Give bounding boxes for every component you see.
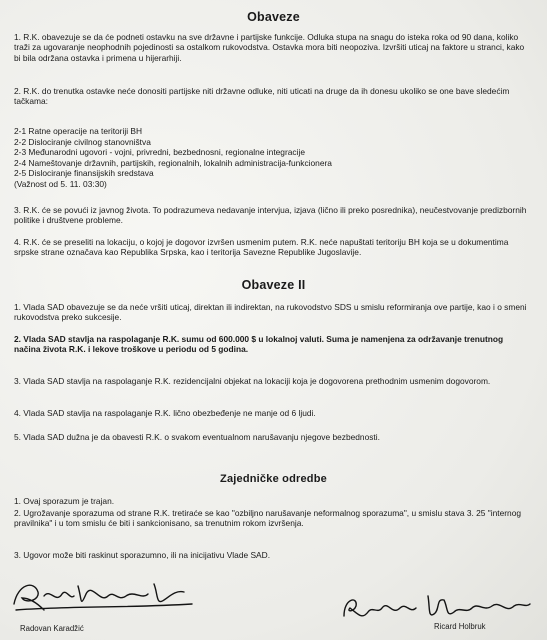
list-item: 2-5 Dislociranje finansijskih sredstava xyxy=(14,168,154,179)
list-item: 2-1 Ratne operacije na teritoriji BH xyxy=(14,126,143,136)
odredbe-paragraph-2: 2. Ugrožavanje sporazuma od strane R.K. tretiraće se kao "ozbiljno narušavanje neformalnog sporazuma", u smislu stava 3. 25 "internog pravilnika" i u tom smislu će biti i sankcionisano, sa trenutnim rokom izvršenja. xyxy=(14,508,522,529)
obaveze-paragraph-1: 1. R.K. obavezuje se da će podneti ostavku na sve državne i partijske funkcije. Odluka stupa na snagu do isteka roka od 90 dana, koliko traži za ugovaranje neophodnih pojedinosti sa ostalkom rukovodstva. Ostavka mora biti neopoziva. Izvršiti uticaj na faktore u stranci, kako bi bila održana ostavka i primena u hijerarhiji. xyxy=(14,32,525,63)
section-title-obaveze-ii: Obaveze II xyxy=(241,278,306,292)
list-item: 2-3 Međunarodni ugovori - vojni, privredni, bezbednosni, regionalne integracije xyxy=(14,147,305,158)
obaveze-ii-paragraph-2: 2. Vlada SAD stavlja na raspolaganje R.K. sumu od 600.000 $ u lokalnoj valuti. Suma je namenjena za održavanje trenutnog načina života R.K. i lekove troškove u periodu od 5 godina. xyxy=(14,334,504,355)
signature-left-mark xyxy=(8,574,198,618)
odredbe-paragraph-1: 1. Ovaj sporazum je trajan. xyxy=(14,496,115,506)
obaveze-ii-paragraph-1: 1. Vlada SAD obavezuje se da neće vršiti uticaj, direktan ili indirektan, na rukovodstvo SDS u smislu reformiranja ove partije, kao i o smeni rukovodstva preko sukcesije. xyxy=(14,302,527,323)
obaveze-paragraph-3: 3. R.K. će se povući iz javnog života. To podrazumeva nedavanje intervjua, izjava (lično ili preko posrednika), neučestvovanje predizbornih politike i društvene probleme. xyxy=(14,205,527,226)
list-item: 2-4 Nameštovanje državnih, partijskih, regionalnih, lokalnih administracija-funkcionera xyxy=(14,157,332,168)
signature-right-name: Ricard Holbruk xyxy=(434,622,486,631)
obaveze-ii-paragraph-5: 5. Vlada SAD dužna je da obavesti R.K. o svakom eventualnom narušavanju njegove bezbednosti. xyxy=(14,432,380,442)
obaveze-ii-paragraph-4: 4. Vlada SAD stavlja na raspolaganje R.K. lično obezbeđenje ne manje od 6 ljudi. xyxy=(14,408,316,418)
section-title-obaveze: Obaveze xyxy=(247,10,300,24)
obaveze-paragraph-2: 2. R.K. do trenutka ostavke neće donositi partijske niti državne odluke, niti uticati na druge da ih donesu ukoliko se one bave sledećim tačkama: xyxy=(14,86,510,107)
section-title-zajednicke-odredbe: Zajedničke odredbe xyxy=(220,473,327,485)
validity-note: (Važnost od 5. 11. 03:30) xyxy=(14,178,107,189)
signature-right-mark xyxy=(336,590,536,624)
obaveze-point-list xyxy=(14,126,530,190)
odredbe-paragraph-3: 3. Ugovor može biti raskinut sporazumno, ili na inicijativu Vlade SAD. xyxy=(14,550,271,560)
obaveze-ii-paragraph-3: 3. Vlada SAD stavlja na raspolaganje R.K. rezidencijalni objekat na lokaciji koja je dogovorena prethodnim usmenim dogovorom. xyxy=(14,376,491,386)
list-item: 2-2 Dislociranje civilnog stanovništva xyxy=(14,136,151,147)
signature-left-name: Radovan Karadžić xyxy=(20,624,84,633)
obaveze-paragraph-4: 4. R.K. će se preseliti na lokaciju, o kojoj je dogovor izvršen usmenim putem. R.K. neće napuštati teritoriju BH koja se u dokumentima srpske strane označava kao Republika Srpska, kao i teritorija Savezne Republike Jugoslavije. xyxy=(14,237,509,258)
